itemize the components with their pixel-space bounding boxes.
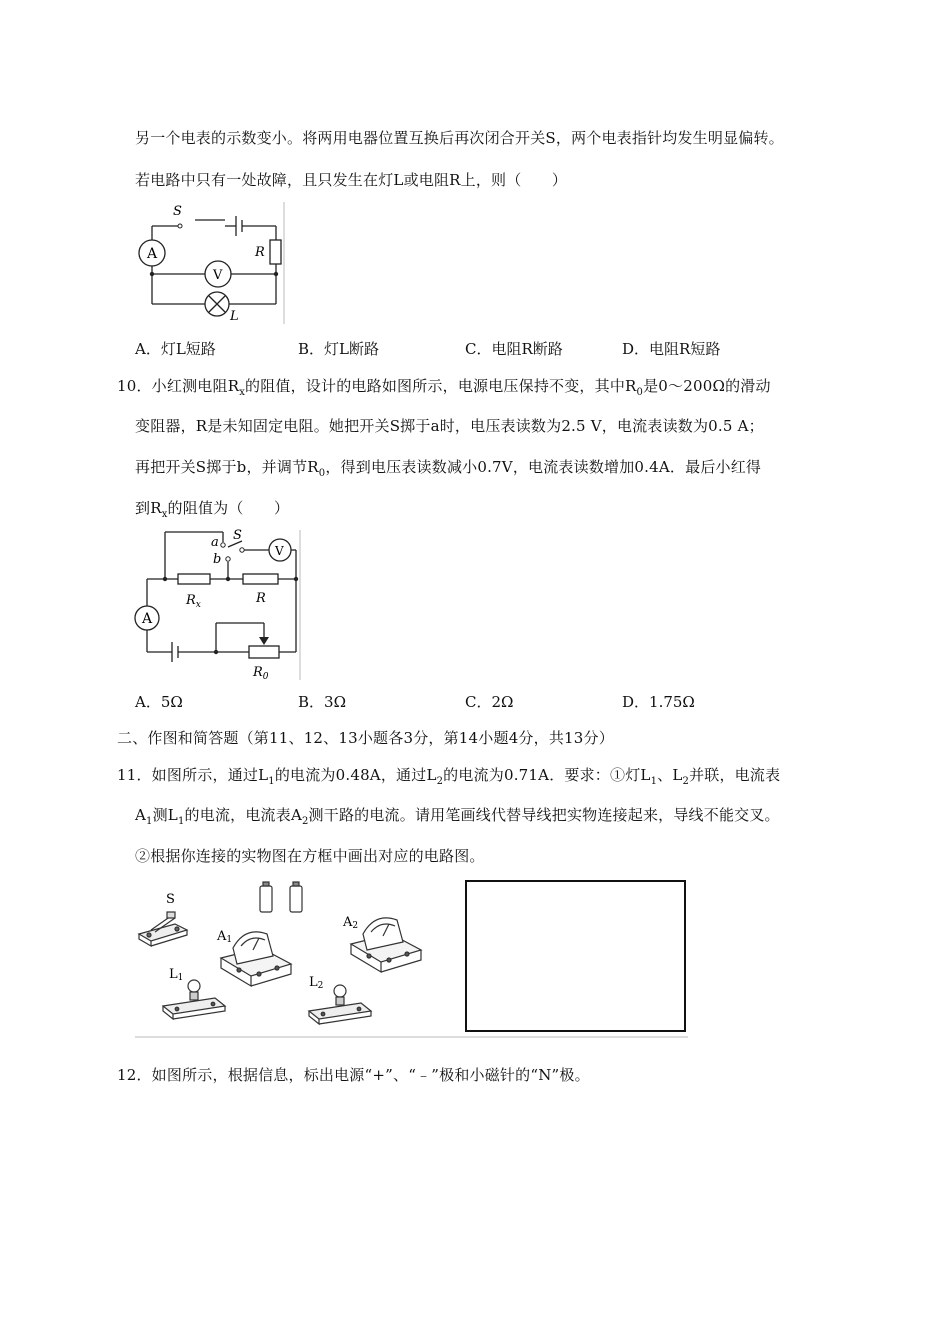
lamp-l1-apparatus — [163, 980, 225, 1019]
q10-text-line-3: 再把开关S掷于b，并调节$R_0$，得到电压表读数减小0.7V，电流表读数增加0.4A．最后小红得 — [135, 458, 762, 479]
q10-ammeter-label: A — [142, 611, 153, 627]
label-s: S — [166, 892, 175, 907]
q10-voltmeter-label: V — [275, 544, 284, 558]
q9-voltmeter-label: V — [213, 268, 223, 283]
q9-switch-label: S — [173, 204, 182, 219]
q10-text-line-4: 到$R_x$的阻值为（ ） — [135, 499, 290, 520]
label-l2: L2 — [309, 975, 324, 991]
q11-text-line-3: ②根据你连接的实物图在方框中画出对应的电路图。 — [135, 847, 485, 865]
q9-option-a: A．灯L短路 — [135, 340, 216, 358]
label-l1: L1 — [169, 967, 184, 983]
q9-resistor-label: R — [255, 245, 265, 260]
ammeter-a2-apparatus — [351, 918, 421, 972]
q10-text-line-2: 变阻器，R是未知固定电阻。她把开关S掷于a时，电压表读数为2.5 V，电流表读数为0.5 A； — [135, 417, 764, 435]
q10-option-d: D．1.75Ω — [622, 693, 695, 711]
q10-circuit-diagram — [133, 528, 303, 682]
q9-option-d: D．电阻R短路 — [622, 340, 721, 358]
switch-apparatus — [139, 912, 187, 946]
q12-text: 12．如图所示，根据信息，标出电源“+”、“﹣”极和小磁针的“N”极。 — [117, 1066, 590, 1084]
q10-option-b: B．3Ω — [298, 693, 347, 711]
q9-lamp-label: L — [230, 309, 239, 324]
q10-switch-label: S — [233, 528, 242, 543]
answer-box — [466, 881, 685, 1031]
section-2-heading: 二、作图和简答题（第11、12、13小题各3分，第14小题4分，共13分） — [117, 729, 614, 747]
q10-terminal-a-label: a — [211, 535, 219, 550]
q9-option-b: B．灯L断路 — [298, 340, 379, 358]
q11-text-line-1: 11．如图所示，通过$L_1$的电流为0.48A，通过$L_2$的电流为0.71A．要求：①灯$L_1$、$L_2$并联，电流表 — [117, 766, 781, 787]
q9-circuit-diagram — [133, 198, 288, 326]
q9-ammeter-label: A — [147, 246, 158, 262]
label-a2: A2 — [343, 915, 359, 931]
q10-option-a: A．5Ω — [135, 693, 183, 711]
label-a1: A1 — [217, 929, 233, 945]
q9-option-c: C．电阻R断路 — [465, 340, 563, 358]
q10-option-c: C．2Ω — [465, 693, 514, 711]
q10-terminal-b-label: b — [213, 552, 222, 567]
q9-text-line-2: 若电路中只有一处故障，且只发生在灯L或电阻R上，则（ ） — [135, 171, 568, 189]
battery-apparatus — [260, 882, 302, 912]
q10-r-label: R — [256, 591, 266, 606]
q10-text-line-1: 10．小红测电阻$R_x$的阻值，设计的电路如图所示，电源电压保持不变，其中$R_0$是0～200Ω的滑动 — [117, 377, 771, 398]
q11-text-line-2: $A_1$测$L_1$的电流，电流表$A_2$测干路的电流。请用笔画线代替导线把实物连接起来，导线不能交叉。 — [135, 806, 780, 827]
q11-apparatus-figure — [133, 878, 693, 1040]
q9-text-line-1: 另一个电表的示数变小。将两用电器位置互换后再次闭合开关S，两个电表指针均发生明显偏转。 — [135, 129, 784, 147]
q10-rx-label: $R_x$ — [186, 593, 201, 610]
q10-r0-label: $R_0$ — [253, 665, 269, 682]
